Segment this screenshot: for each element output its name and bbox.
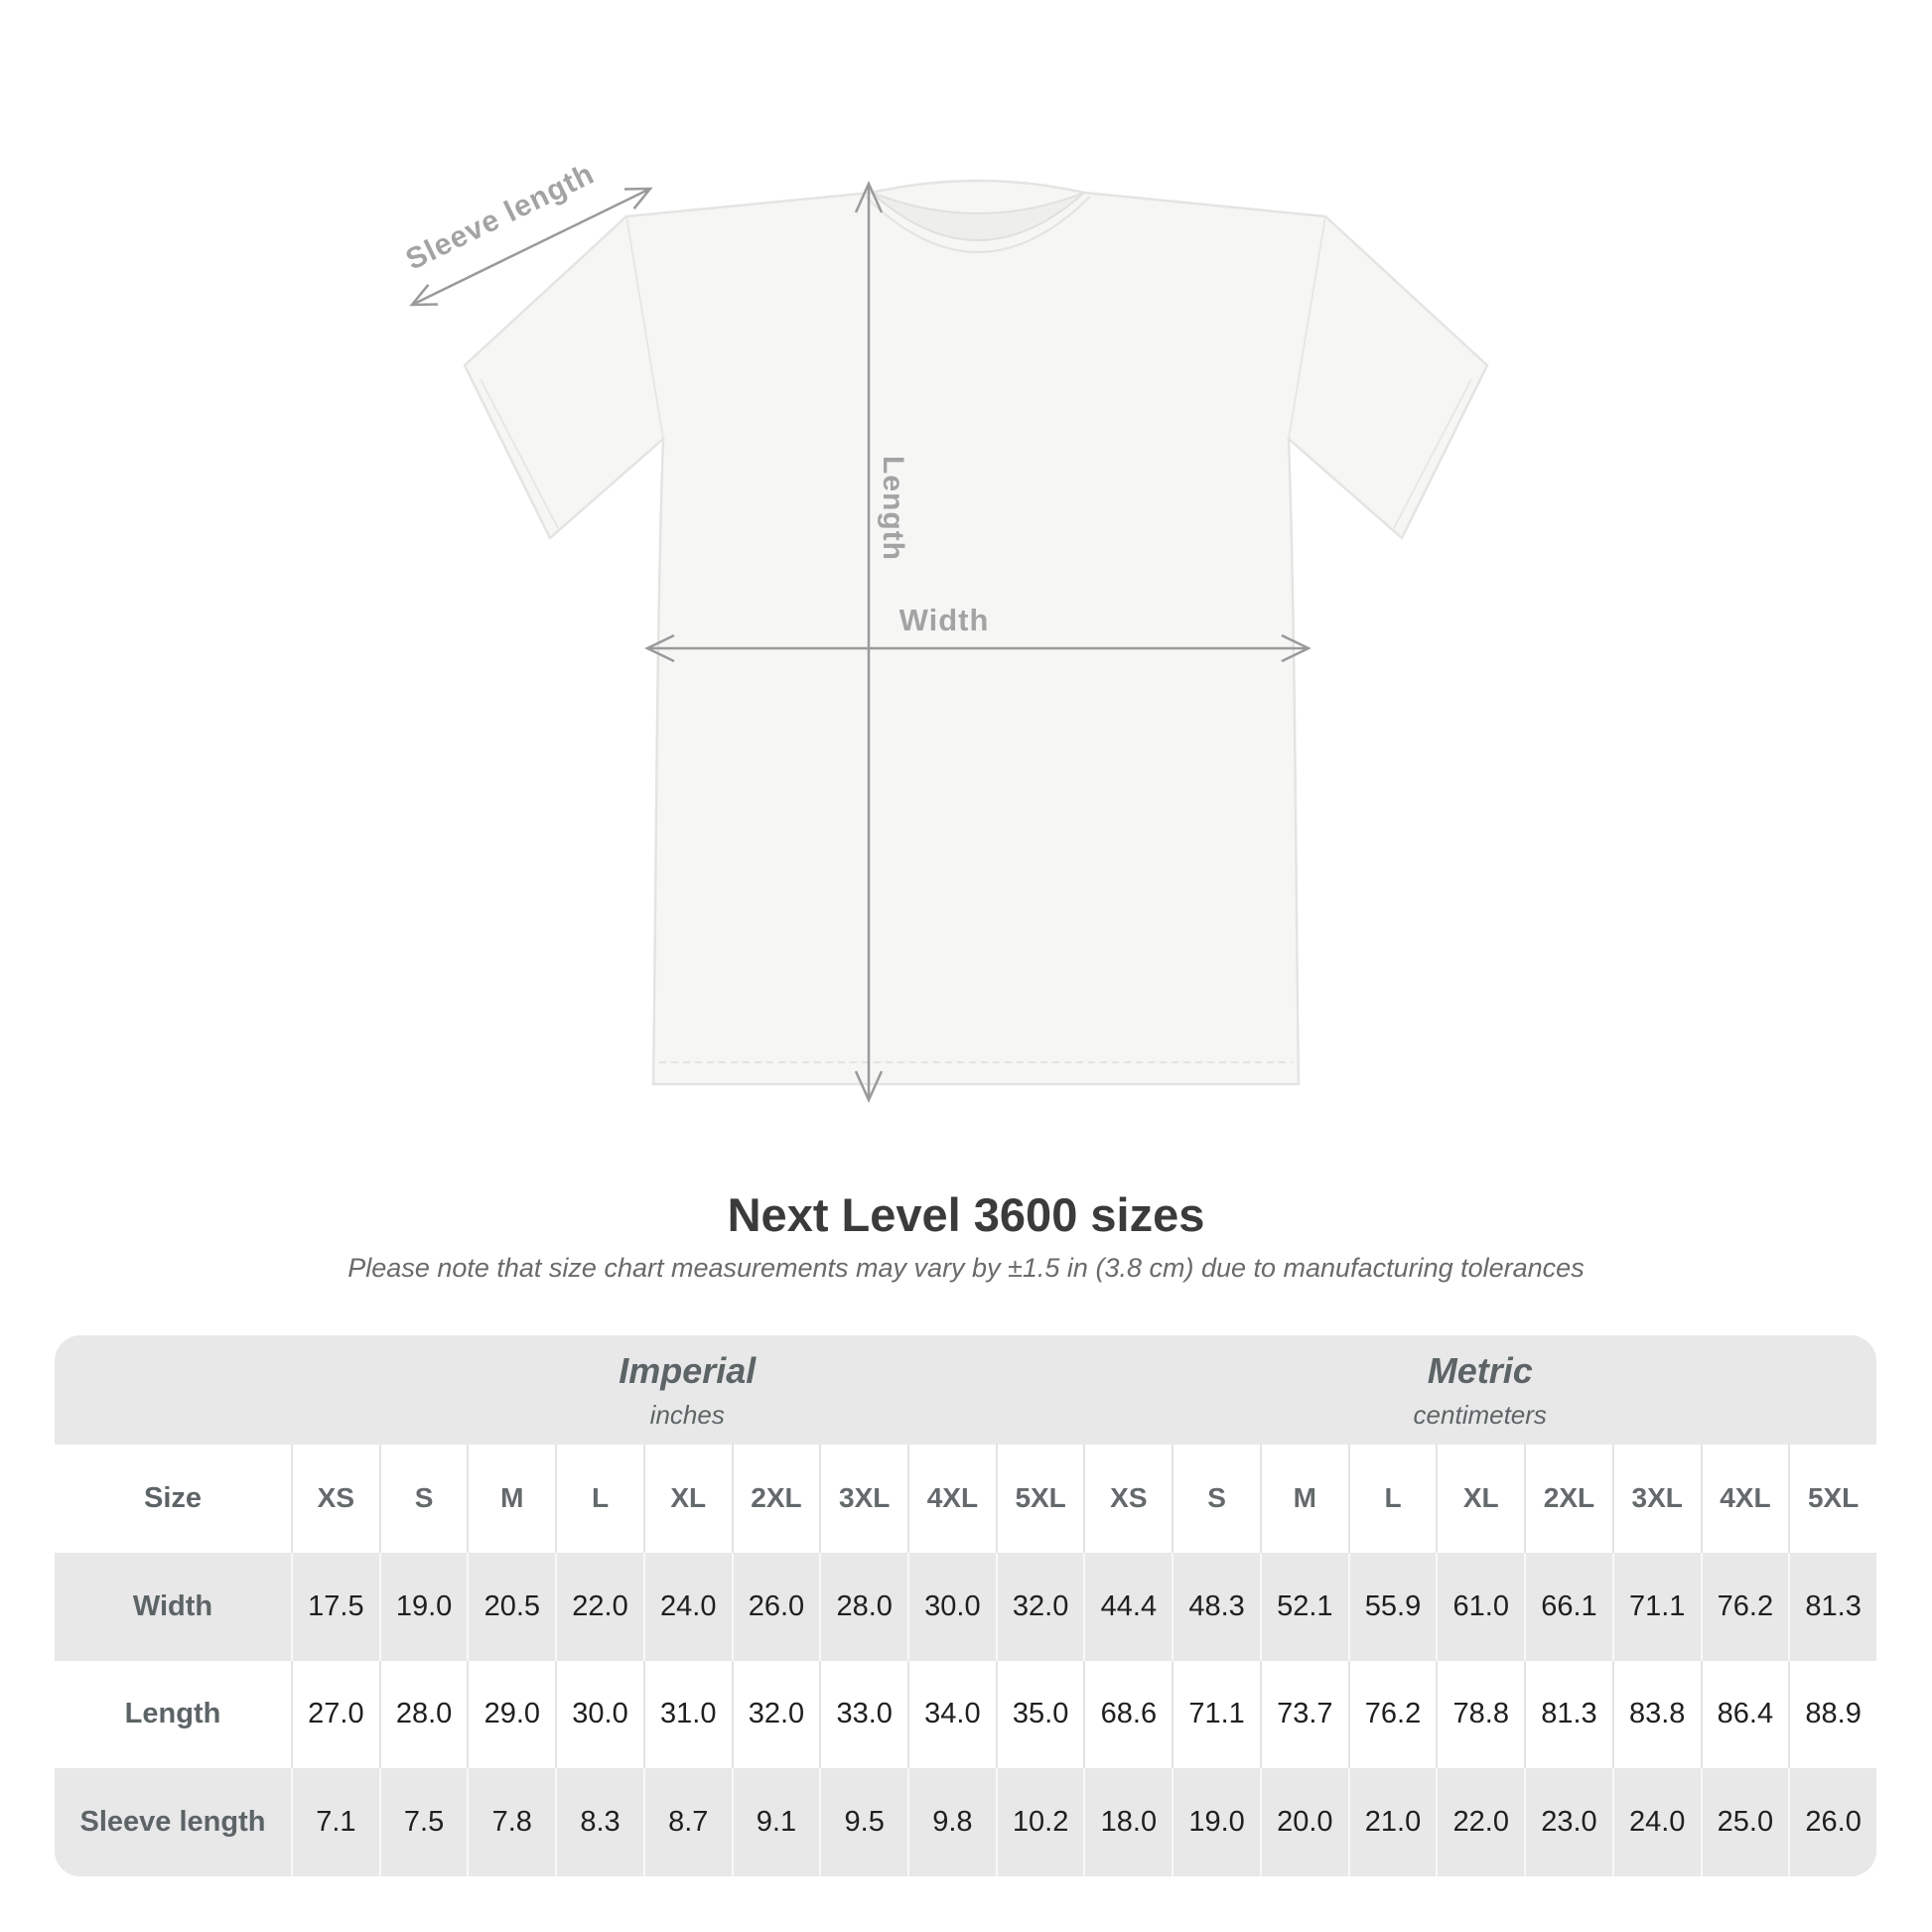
table-cell: 27.0	[291, 1661, 379, 1769]
table-cell: 7.5	[379, 1768, 468, 1876]
size-header-cell: XS	[1083, 1445, 1172, 1553]
table-cell: 9.5	[819, 1768, 907, 1876]
table-cell: 21.0	[1348, 1768, 1437, 1876]
metric-subtitle: centimeters	[1413, 1399, 1547, 1430]
row-label-length: Length	[124, 1698, 221, 1730]
table-cell: 52.1	[1260, 1553, 1348, 1661]
table-cell: 29.0	[467, 1661, 555, 1769]
table-cell: 8.7	[643, 1768, 732, 1876]
table-cell: 7.1	[291, 1768, 379, 1876]
table-cell: 30.0	[555, 1661, 643, 1769]
size-header-cell: 2XL	[1524, 1445, 1612, 1553]
table-cell: 19.0	[379, 1553, 468, 1661]
table-cell: 26.0	[732, 1553, 820, 1661]
table-cell: 23.0	[1524, 1768, 1612, 1876]
size-header-cell: XS	[291, 1445, 379, 1553]
table-cell: 88.9	[1788, 1661, 1876, 1769]
metric-band	[1084, 1335, 1877, 1445]
size-header-cell: XL	[643, 1445, 732, 1553]
table-cell: 66.1	[1524, 1553, 1612, 1661]
table-cell: 17.5	[291, 1553, 379, 1661]
table-row-sleeve-length	[55, 1768, 1876, 1876]
table-cell: 48.3	[1172, 1553, 1260, 1661]
size-header-cell: M	[467, 1445, 555, 1553]
table-cell: 32.0	[732, 1661, 820, 1769]
size-header-cell: S	[379, 1445, 468, 1553]
table-cell: 55.9	[1348, 1553, 1437, 1661]
table-cell: 61.0	[1436, 1553, 1524, 1661]
imperial-band	[291, 1335, 1084, 1445]
size-header-cell: 5XL	[1788, 1445, 1876, 1553]
table-cell: 25.0	[1701, 1768, 1789, 1876]
table-cell: 31.0	[643, 1661, 732, 1769]
size-header-cell: L	[555, 1445, 643, 1553]
size-table	[55, 1335, 1876, 1876]
table-cell: 30.0	[907, 1553, 996, 1661]
table-cell: 28.0	[819, 1553, 907, 1661]
metric-title: Metric	[1427, 1349, 1533, 1391]
table-cell: 33.0	[819, 1661, 907, 1769]
table-cell: 44.4	[1083, 1553, 1172, 1661]
table-cell: 24.0	[643, 1553, 732, 1661]
table-cell: 83.8	[1612, 1661, 1701, 1769]
table-cell: 76.2	[1701, 1553, 1789, 1661]
size-header-row	[55, 1445, 1876, 1553]
table-cell: 71.1	[1612, 1553, 1701, 1661]
page-title: Next Level 3600 sizes	[727, 1188, 1205, 1241]
table-cell: 18.0	[1083, 1768, 1172, 1876]
size-header-label: Size	[143, 1481, 203, 1514]
table-cell: 24.0	[1612, 1768, 1701, 1876]
table-cell: 9.1	[732, 1768, 820, 1876]
tolerance-note: Please note that size chart measurements may vary by ±1.5 in (3.8 cm) due to manufacturing tolerances	[347, 1253, 1585, 1283]
table-cell: 19.0	[1172, 1768, 1260, 1876]
table-cell: 81.3	[1788, 1553, 1876, 1661]
table-cell: 35.0	[996, 1661, 1084, 1769]
size-header-cell: L	[1348, 1445, 1437, 1553]
table-cell: 86.4	[1701, 1661, 1789, 1769]
size-header-cell: 3XL	[1612, 1445, 1701, 1553]
size-header-cell: S	[1172, 1445, 1260, 1553]
table-cell: 71.1	[1172, 1661, 1260, 1769]
size-header-cell: XL	[1436, 1445, 1524, 1553]
table-cell: 20.5	[467, 1553, 555, 1661]
table-cell: 8.3	[555, 1768, 643, 1876]
sleeve-length-dimension-label: Sleeve length	[400, 157, 600, 277]
table-cell: 81.3	[1524, 1661, 1612, 1769]
table-cell: 32.0	[996, 1553, 1084, 1661]
size-header-cell: M	[1260, 1445, 1348, 1553]
length-dimension-label: Length	[877, 456, 909, 561]
table-cell: 22.0	[555, 1553, 643, 1661]
table-row-width	[55, 1553, 1876, 1661]
size-header-cell: 2XL	[732, 1445, 820, 1553]
imperial-title: Imperial	[619, 1349, 757, 1391]
table-row-length	[55, 1661, 1876, 1769]
table-cell: 9.8	[907, 1768, 996, 1876]
table-cell: 26.0	[1788, 1768, 1876, 1876]
table-cell: 73.7	[1260, 1661, 1348, 1769]
table-cell: 78.8	[1436, 1661, 1524, 1769]
unit-band-spacer	[55, 1335, 291, 1445]
table-cell: 10.2	[996, 1768, 1084, 1876]
table-cell: 22.0	[1436, 1768, 1524, 1876]
row-label-sleeve-length: Sleeve length	[79, 1806, 266, 1839]
imperial-subtitle: inches	[649, 1399, 725, 1430]
size-header-cell: 4XL	[1701, 1445, 1789, 1553]
table-cell: 28.0	[379, 1661, 468, 1769]
table-cell: 76.2	[1348, 1661, 1437, 1769]
table-cell: 7.8	[467, 1768, 555, 1876]
width-dimension-label: Width	[898, 603, 990, 637]
table-cell: 68.6	[1083, 1661, 1172, 1769]
table-cell: 20.0	[1260, 1768, 1348, 1876]
size-header-cell: 4XL	[907, 1445, 996, 1553]
unit-band-row	[55, 1335, 1876, 1445]
size-header-cell: 5XL	[996, 1445, 1084, 1553]
row-label-width: Width	[132, 1589, 213, 1622]
table-cell: 34.0	[907, 1661, 996, 1769]
size-header-cell: 3XL	[819, 1445, 907, 1553]
